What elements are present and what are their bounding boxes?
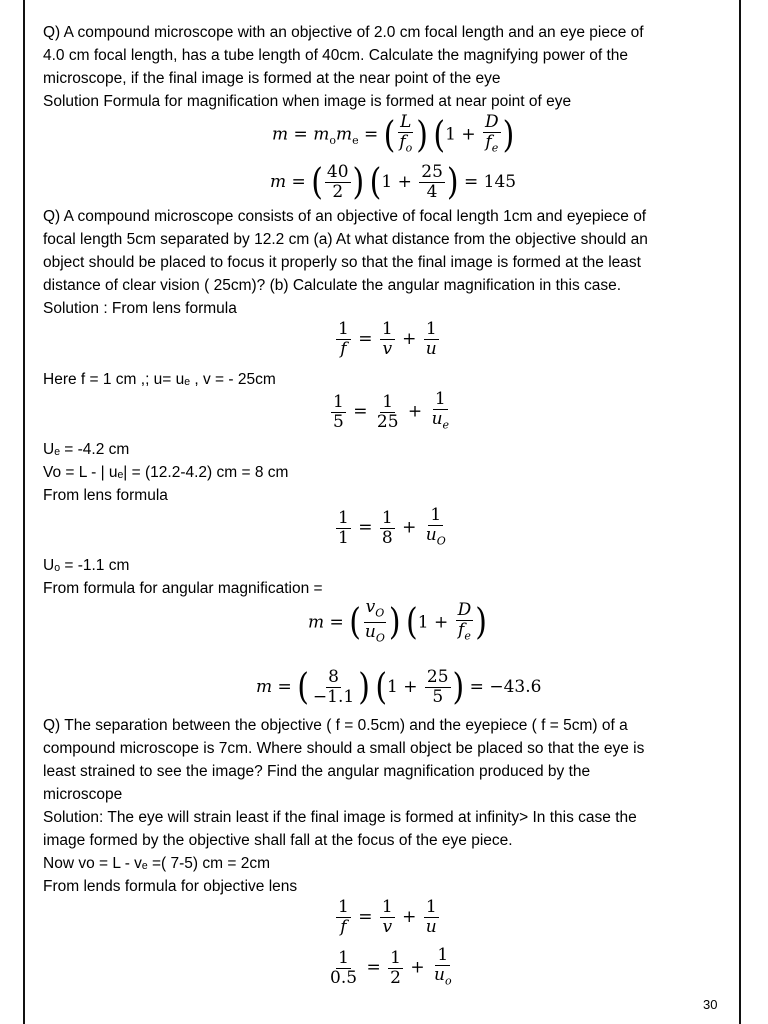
equation-magnification-formula: $m = m_om_e$ = ( $\frac{L}{f_o}$ ) (1 + $\frac{D}{f_e}$ )	[272, 112, 515, 157]
q3-line-2: compound microscope is 7cm. Where should a small object be placed so that the eye is	[43, 740, 645, 757]
q2-vo-value: Vo = L - | uₑ| = (12.2-4.2) cm = 8 cm	[43, 464, 289, 481]
q3-line-3: least strained to see the image? Find the angular magnification produced by the	[43, 763, 591, 780]
q3-line-7: Now vo = L - vₑ =( 7-5) cm = 2cm	[43, 855, 270, 872]
q1-line-1: Q) A compound microscope with an objective of 2.0 cm focal length and an eye piece of	[43, 24, 644, 41]
q3-line-6: image formed by the objective shall fall at the focus of the eye piece.	[43, 832, 513, 849]
q1-line-2: 4.0 cm focal length, has a tube length of 40cm. Calculate the magnifying power of the	[43, 47, 629, 64]
q2-given-values: Here f = 1 cm ,; u= uₑ , v = - 25cm	[43, 371, 276, 388]
q2-lens-formula-label: From lens formula	[43, 487, 168, 504]
equation-lens-formula: $\frac{1}{f}$ = $\frac{1}{v}$ + $\frac{1}{u}$	[338, 319, 437, 359]
q3-line-8: From lends formula for objective lens	[43, 878, 298, 895]
q2-result: = −43.6	[469, 677, 542, 697]
q2-uo-value: Uₒ = -1.1 cm	[43, 557, 130, 574]
q2-line-3: object should be placed to focus it properly so that the final image is formed at the least	[43, 254, 641, 271]
equation-objective-q3: $\frac{1}{0.5}$ = $\frac{1}{2}$ + $\frac{1}{u_o}$	[330, 945, 452, 988]
equation-objective-lens: $\frac{1}{1}$ = $\frac{1}{8}$ + $\frac{1}{u_O}$	[338, 505, 446, 548]
q3-line-5: Solution: The eye will strain least if the final image is formed at infinity> In this case the	[43, 809, 637, 826]
equation-angular-value: m = ( $\frac{8}{-1.1}$ ) (1 + $\frac{25}{5}$ ) = −43.6	[256, 666, 542, 709]
q1-result: = 145	[464, 172, 517, 192]
q3-line-1: Q) The separation between the objective ( f = 0.5cm) and the eyepiece ( f = 5cm) of a	[43, 717, 628, 734]
q1-line-3: microscope, if the final image is formed at the near point of the eye	[43, 70, 501, 87]
q2-line-1: Q) A compound microscope consists of an objective of focal length 1cm and eyepiece of	[43, 208, 647, 225]
q2-line-5: Solution : From lens formula	[43, 300, 237, 317]
q2-angular-label: From formula for angular magnification =	[43, 580, 323, 597]
q2-line-4: distance of clear vision ( 25cm)? (b) Calculate the angular magnification in this case.	[43, 277, 622, 294]
q3-line-4: microscope	[43, 786, 123, 803]
page-number: 30	[703, 997, 718, 1012]
equation-magnification-value: m = ( $\frac{40}{2}$ ) (1 + $\frac{25}{4}$ ) = 145	[270, 161, 517, 204]
equation-eyepiece-lens: $\frac{1}{5}$ = $\frac{1}{25}$ + $\frac{1}{u_e}$	[333, 389, 450, 432]
q2-line-2: focal length 5cm separated by 12.2 cm (a) At what distance from the objective should an	[43, 231, 648, 248]
q2-ue-value: Uₑ = -4.2 cm	[43, 441, 130, 458]
q1-line-4: Solution Formula for magnification when image is formed at near point of eye	[43, 93, 572, 110]
equation-lens-formula-q3: $\frac{1}{f}$ = $\frac{1}{v}$ + $\frac{1}{u}$	[338, 897, 437, 937]
equation-angular-magnification: m = ( $\frac{v_O}{u_O}$ ) (1 + $\frac{D}{f_e}$ )	[308, 597, 487, 645]
